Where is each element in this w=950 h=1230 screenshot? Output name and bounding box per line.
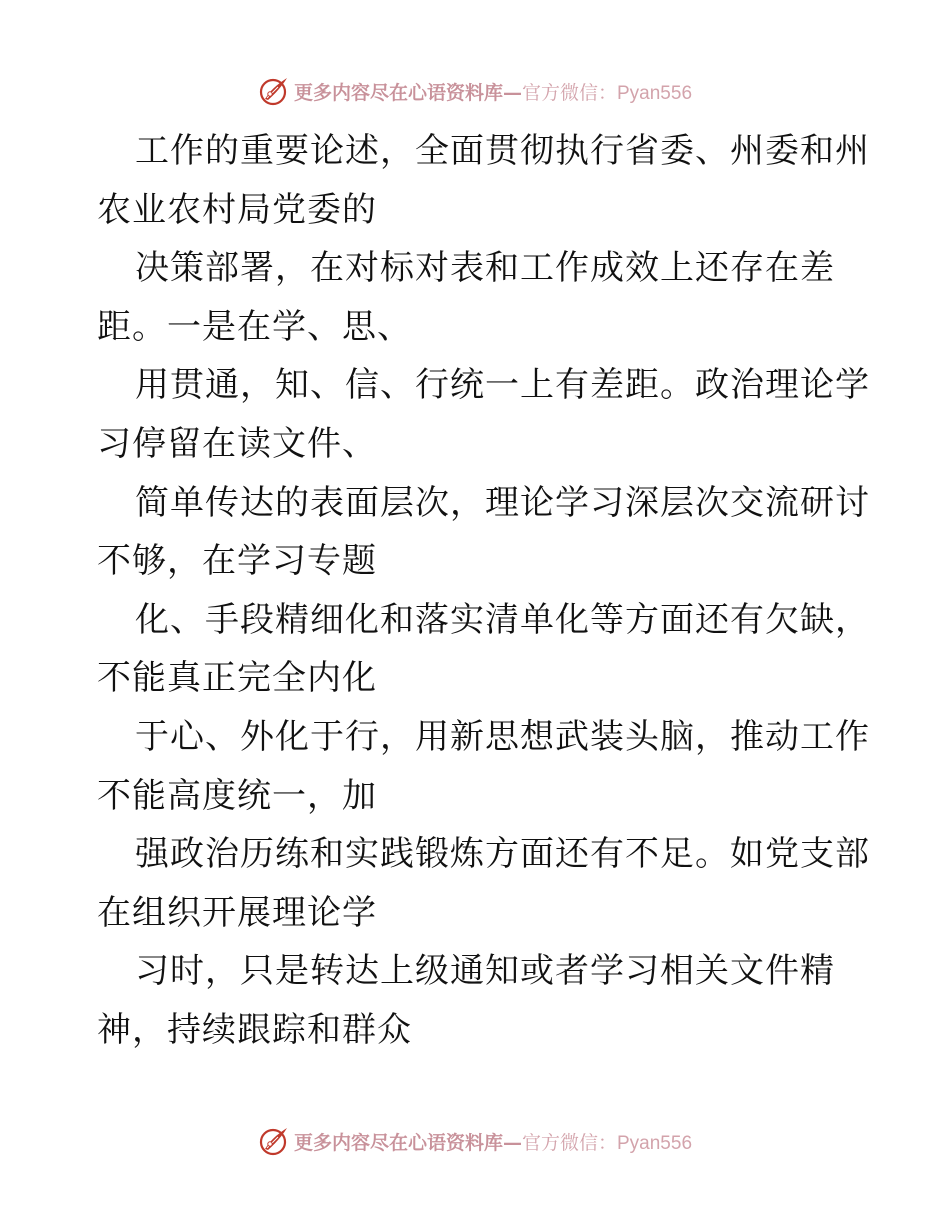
footer-banner-wechat: 官方微信：Pyan556 <box>522 1132 693 1154</box>
quill-pen-logo-icon <box>258 1125 290 1157</box>
footer-banner-main: 更多内容尽在心语资料库 <box>293 1131 503 1154</box>
body-line: 工作的重要论述，全面贯彻执行省委、州委和州 <box>135 131 870 171</box>
body-line: 不能高度统一，加 <box>97 775 377 816</box>
body-line: 强政治历练和实践锻炼方面还有不足。如党支部 <box>135 834 870 875</box>
header-banner <box>0 74 950 108</box>
body-line: 神，持续跟踪和群众 <box>97 1009 412 1050</box>
body-line: 在组织开展理论学 <box>97 892 377 933</box>
header-banner-main: 更多内容尽在心语资料库 <box>293 81 503 104</box>
body-line: 用贯通，知、信、行统一上有差距。政治理论学 <box>135 365 870 406</box>
footer-banner-sep: — <box>503 1131 522 1154</box>
footer-banner-text <box>294 1128 692 1155</box>
body-line: 不够，在学习专题 <box>97 541 377 582</box>
header-banner-sep: — <box>503 81 522 104</box>
body-line: 化、手段精细化和落实清单化等方面还有欠缺， <box>135 599 870 640</box>
body-line: 习时，只是转达上级通知或者学习相关文件精 <box>135 951 835 992</box>
body-line: 于心、外化于行，用新思想武装头脑，推动工作 <box>135 716 870 757</box>
body-line: 不能真正完全内化 <box>97 658 377 699</box>
body-line: 决策部署，在对标对表和工作成效上还存在差 <box>135 248 835 289</box>
document-body <box>97 122 870 1060</box>
body-line: 农业农村局党委的 <box>97 189 377 230</box>
header-banner-text <box>294 78 692 105</box>
body-line: 习停留在读文件、 <box>97 423 377 464</box>
footer-banner <box>0 1124 950 1158</box>
quill-pen-logo-icon <box>258 75 290 107</box>
body-line: 距。一是在学、思、 <box>97 306 412 347</box>
header-banner-wechat: 官方微信：Pyan556 <box>522 82 693 104</box>
body-line: 简单传达的表面层次，理论学习深层次交流研讨 <box>135 482 870 523</box>
